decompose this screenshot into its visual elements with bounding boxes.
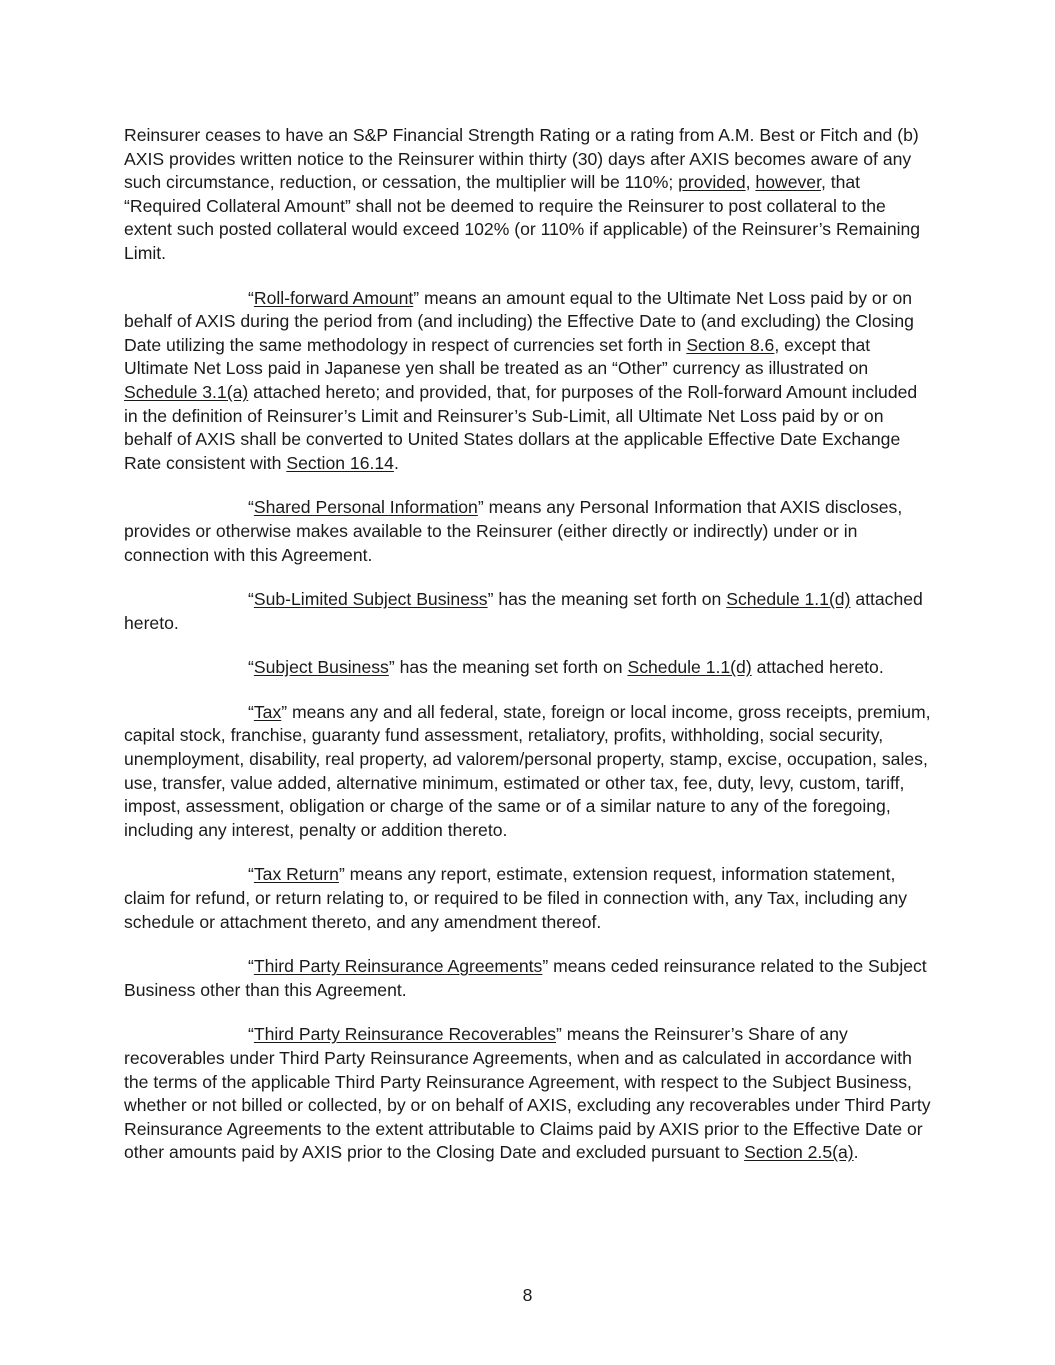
paragraph-text: “ xyxy=(248,589,254,610)
paragraph-text: attached hereto; and provided, that, for purposes of the Roll-forward Amount included in the definition of Reinsurer’s Limit and Reinsurer’s Sub-Limit, all Ultimate Net Loss paid by or on behalf of AXIS shall be converted to United States dollars at the applicable Effective Date Exchange Rate consistent with xyxy=(124,381,918,473)
defined-term: Subject Business xyxy=(253,657,389,678)
defined-term: Third Party Reinsurance Agreements xyxy=(253,956,543,977)
defined-term: Shared Personal Information xyxy=(253,497,478,518)
paragraph-text: ” means ceded reinsurance related to the Subject Business other than this Agreement. xyxy=(124,956,927,1000)
defined-term: Section 16.14 xyxy=(286,452,394,473)
paragraph-text: “ xyxy=(248,287,254,308)
defined-term: Schedule 1.1(d) xyxy=(627,657,752,678)
paragraph-text: attached hereto. xyxy=(751,657,884,678)
paragraph-text: , that “Required Collateral Amount” shall not be deemed to require the Reinsurer to post collateral to the extent such posted collateral would exceed 102% (or 110% if applicable) of the Reinsurer’s Remaining Limit. xyxy=(124,172,921,263)
paragraph xyxy=(124,863,934,934)
paragraph-text: ” means any report, estimate, extension request, information statement, claim for refund, or return relating to, or required to be filed in connection with, any Tax, including any schedule or attachment thereto, and any amendment thereof. xyxy=(124,864,908,932)
paragraph xyxy=(124,656,934,680)
paragraph-text: ” means any Personal Information that AXIS discloses, provides or otherwise makes available to the Reinsurer (either directly or indirectly) under or in connection with this Agreement. xyxy=(124,497,903,565)
paragraph xyxy=(124,701,934,843)
paragraph-text: Reinsurer ceases to have an S&P Financial Strength Rating or a rating from A.M. Best or Fitch and (b) AXIS provides written notice to the Reinsurer within thirty (30) days after AXIS becomes aware of any such circumstance, reduction, or cessation, the multiplier will be 110%; xyxy=(124,125,919,193)
paragraph xyxy=(124,955,934,1002)
paragraph-text: “ xyxy=(248,701,254,722)
paragraph xyxy=(124,1023,934,1165)
defined-term: Schedule 3.1(a) xyxy=(124,381,249,402)
paragraph-text: attached hereto. xyxy=(124,589,923,633)
paragraph-text: ” has the meaning set forth on xyxy=(388,657,628,678)
paragraph-text: “ xyxy=(248,497,254,518)
paragraph-text: . xyxy=(393,452,399,473)
paragraph-text: , except that Ultimate Net Loss paid in Japanese yen shall be treated as an “Other” currency as illustrated on xyxy=(124,334,871,379)
paragraph xyxy=(124,287,934,476)
paragraph-text: “ xyxy=(248,657,254,678)
defined-term: Tax Return xyxy=(253,864,339,885)
paragraph xyxy=(124,588,934,635)
paragraph-text: ” means an amount equal to the Ultimate Net Loss paid by or on behalf of AXIS during the period from (and including) the Effective Date to (and excluding) the Closing Date utilizing the same methodology in respect of currencies set forth in xyxy=(124,287,914,355)
paragraph xyxy=(124,124,934,266)
paragraph-text: “ xyxy=(248,956,254,977)
paragraph-text: , xyxy=(745,172,756,193)
paragraph-text: ” has the meaning set forth on xyxy=(487,589,727,610)
defined-term: provided xyxy=(678,172,746,193)
paragraph-text: ” means any and all federal, state, foreign or local income, gross receipts, premium, capital stock, franchise, guaranty fund assessment, retaliatory, profits, withholding, social security, unemployment, disability, real property, ad valorem/personal property, stamp, excise, occupation, sales, use, transfer, value added, alternative minimum, estimated or other tax, fee, duty, levy, custom, tariff, impost, assessment, obligation or charge of the same or of a similar nature to any of the foregoing, including any interest, penalty or addition thereto. xyxy=(124,701,931,840)
defined-term: Section 8.6 xyxy=(686,334,775,355)
defined-term: Section 2.5(a) xyxy=(744,1142,854,1163)
document-body xyxy=(124,124,934,1186)
paragraph-text: ” means the Reinsurer’s Share of any recoverables under Third Party Reinsurance Agreements, when and as calculated in accordance with the terms of the applicable Third Party Reinsurance Agreement, with respect to the Subject Business, whether or not billed or collected, by or on behalf of AXIS, excluding any recoverables under Third Party Reinsurance Agreements to the extent attributable to Claims paid by AXIS prior to the Effective Date or other amounts paid by AXIS prior to the Closing Date and excluded pursuant to xyxy=(124,1024,931,1163)
paragraph-text: “ xyxy=(248,1024,254,1045)
defined-term: Sub-Limited Subject Business xyxy=(253,589,488,610)
defined-term: Schedule 1.1(d) xyxy=(726,589,851,610)
paragraph xyxy=(124,496,934,567)
paragraph-text: . xyxy=(853,1142,859,1163)
page-number: 8 xyxy=(522,1285,533,1305)
defined-term: Third Party Reinsurance Recoverables xyxy=(253,1024,557,1045)
defined-term: Tax xyxy=(253,701,282,722)
defined-term: Roll-forward Amount xyxy=(253,287,414,308)
defined-term: however xyxy=(755,172,821,193)
paragraph-text: “ xyxy=(248,864,254,885)
